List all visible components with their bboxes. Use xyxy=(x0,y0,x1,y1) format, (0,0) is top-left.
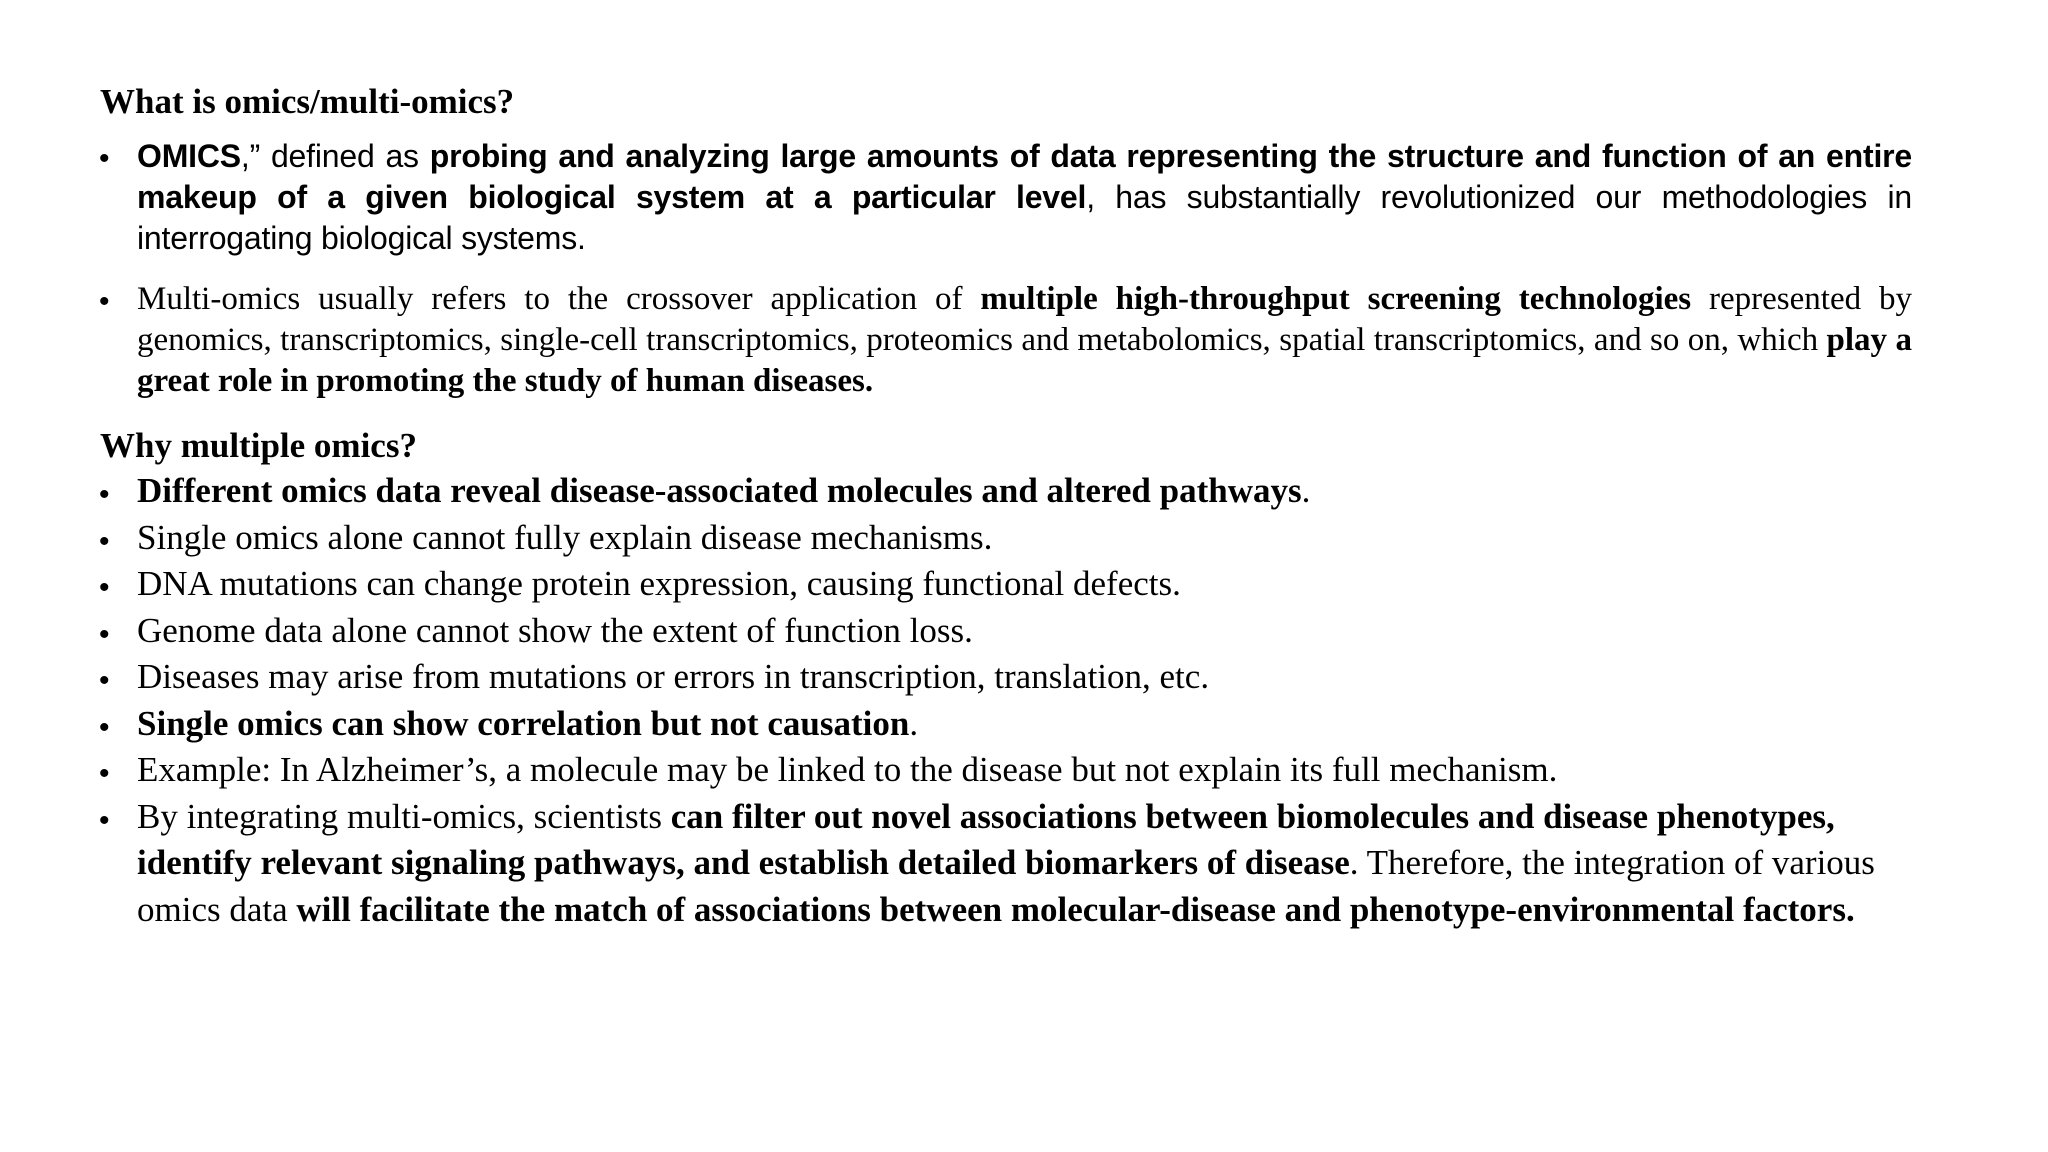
list-item xyxy=(100,794,1912,934)
list-item xyxy=(100,608,1912,655)
bullet-icon: • xyxy=(99,710,110,744)
what-is-omics-list xyxy=(100,136,1912,402)
body-text: . xyxy=(909,703,919,743)
bullet-icon: • xyxy=(99,803,110,837)
list-item xyxy=(100,654,1912,701)
list-item xyxy=(100,561,1912,608)
slide-content xyxy=(100,80,1912,933)
body-text: Single omics alone cannot fully explain disease mechanisms. xyxy=(137,517,993,557)
heading-why-multiple-omics: Why multiple omics? xyxy=(100,426,417,465)
list-item-multi-omics-definition xyxy=(100,279,1912,402)
bullet-icon: • xyxy=(99,285,110,318)
bold-text: Single omics can show correlation but not causation xyxy=(137,703,910,743)
bold-text: play a great role in promoting the study of human diseases. xyxy=(137,322,1912,399)
body-text: Genome data alone cannot show the extent of function loss. xyxy=(137,610,973,650)
bold-text: probing and analyzing large amounts of data representing the structure and function of an entire makeup of a given biological system at a particular level xyxy=(137,138,1912,215)
body-text: Multi-omics usually refers to the crossover application of xyxy=(137,281,981,317)
bullet-icon: • xyxy=(99,757,110,790)
list-item-omics-definition xyxy=(100,136,1912,259)
body-text: ,” defined as xyxy=(240,138,430,174)
body-text: , has substantially revolutionized our methodologies in interrogating biological systems. xyxy=(137,179,1912,256)
body-text: represented by genomics, transcriptomics, single-cell transcriptomics, proteomics and metabolomics, spatial transcriptomics, and so on, which xyxy=(137,281,1912,358)
bold-text: can filter out novel associations between biomolecules and disease phenotypes, identify relevant signaling pathways, and establish detailed biomarkers of disease xyxy=(137,796,1835,882)
bullet-icon: • xyxy=(99,524,110,558)
body-text: . xyxy=(1301,471,1311,510)
list-item xyxy=(100,701,1912,748)
bullet-icon: • xyxy=(99,571,110,604)
body-text: Example: In Alzheimer’s, a molecule may be linked to the disease but not explain its full mechanism. xyxy=(137,750,1558,789)
bold-text: multiple high-throughput screening technologies xyxy=(980,281,1692,317)
body-text: . Therefore, the integration of various omics data xyxy=(137,843,1875,929)
body-text: By integrating multi-omics, scientists xyxy=(137,796,671,836)
heading-what-is-omics: What is omics/multi-omics? xyxy=(100,82,515,121)
bullet-icon: • xyxy=(99,142,110,175)
bold-text: Different omics data reveal disease-associated molecules and altered pathways xyxy=(137,471,1302,510)
list-item xyxy=(100,747,1912,794)
bullet-icon: • xyxy=(99,478,110,511)
bullet-icon: • xyxy=(99,617,110,651)
body-text: Diseases may arise from mutations or errors in transcription, translation, etc. xyxy=(137,657,1210,696)
why-multiple-omics-list xyxy=(100,468,1912,933)
list-item xyxy=(100,468,1912,515)
bold-text: OMICS xyxy=(137,138,241,174)
body-text: DNA mutations can change protein expression, causing functional defects. xyxy=(137,564,1181,603)
bold-text: will facilitate the match of associations between molecular-disease and phenotype-environmental factors. xyxy=(296,889,1855,929)
list-item xyxy=(100,515,1912,562)
bullet-icon: • xyxy=(99,664,110,697)
